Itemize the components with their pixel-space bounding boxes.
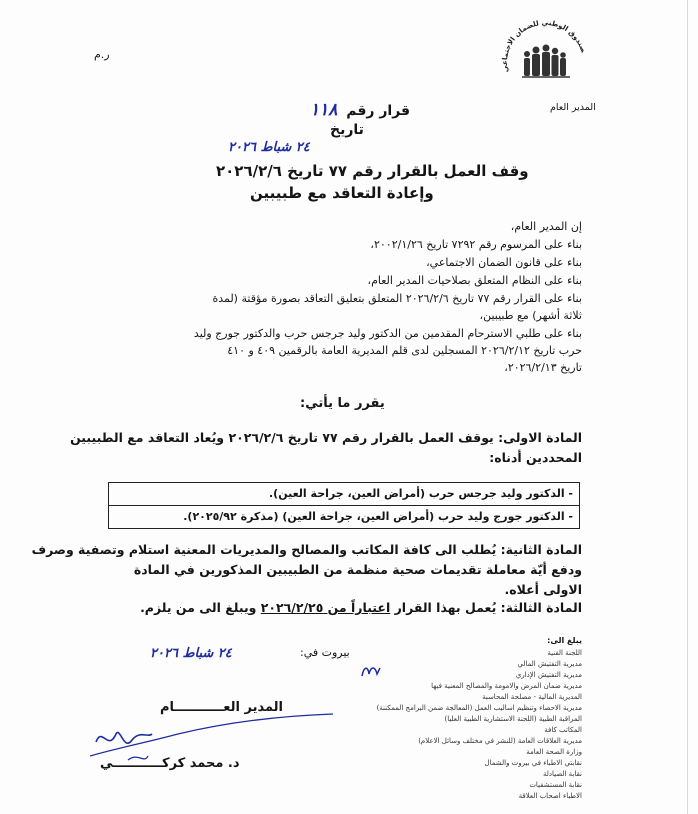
org-office: المدير العام	[550, 102, 596, 113]
preamble-line: بناء على القرار رقم ٧٧ تاريخ ٢٠٢٦/٢/٦ المتعلق بتعليق التعاقد بصورة مؤقتة (لمدة	[212, 292, 582, 305]
decision-title-line1: وقف العمل بالقرار رقم ٧٧ تاريخ ٢٠٢٦/٢/٦	[216, 162, 529, 180]
preamble-line: بناء على طلبي الاسترحام المقدمين من الدكتور وليد جرجس حرب والدكتور جورج وليد	[193, 327, 582, 340]
article-1	[70, 430, 582, 445]
distribution-item: نقابتي الاطباء في بيروت والشمال	[484, 759, 582, 767]
preamble-line: بناء على النظام المتعلق بصلاحيات المدير العام،	[367, 274, 582, 287]
decision-date-value: ٢٤ شباط ٢٠٢٦	[228, 140, 310, 155]
distribution-item: نقابة المستشفيات	[529, 781, 582, 789]
page-edge	[687, 0, 688, 814]
preamble-line: ثلاثة أشهر) مع طبيبين،	[479, 309, 582, 322]
decision-date-label: تاريخ	[330, 122, 364, 138]
signatory-name: د. محمد كركـــــــــــي	[100, 756, 240, 771]
signature-title: المدير العـــــــــــام	[160, 700, 284, 715]
distribution-item: مديرية الاحصاء وتنظيم اساليب العمل (المعالجة ضمن البرامج الممكننة)	[376, 704, 582, 712]
distribution-item: المديرية المالية - مصلحة المحاسبة	[482, 693, 582, 701]
article-2-label: المادة الثانية:	[500, 542, 582, 557]
preamble-line: تاريخ ٢٠٢٦/٢/١٣،	[504, 361, 582, 374]
decision-title-line2: وإعادة التعاقد مع طبيبين	[250, 184, 434, 202]
reference-mark: ر.م	[94, 48, 110, 61]
distribution-item: مديرية ضمان المرض والامومة والمصالح المعنية فيها	[431, 682, 582, 690]
article-1-label: المادة الاولى:	[498, 430, 582, 445]
distribution-item: وزارة الصحة العامة	[526, 748, 582, 756]
article-3	[140, 600, 582, 615]
decision-number-label: قرار رقم	[346, 103, 411, 119]
distribution-item: مديرية العلاقات العامة (للنشر في مختلف وسائل الاعلام)	[418, 737, 582, 745]
article-2	[32, 542, 582, 557]
article-2-line1: يُطلب الى كافة المكاتب والمصالح والمديريات المعنية استلام وتصفية وصرف	[31, 542, 497, 557]
distribution-item: المكاتب كافة	[544, 726, 582, 734]
organization-logo	[500, 14, 590, 94]
preamble-line: حرب تاريخ ٢٠٢٦/٢/١٢ المسجلين لدى قلم المديرية العامة بالرقمين ٤٠٩ و ٤١٠	[227, 344, 582, 357]
article-3-pre: يُعمل بهذا القرار	[394, 600, 497, 615]
preamble-line: بناء على المرسوم رقم ٧٢٩٢ تاريخ ٢٠٠٢/١/٢٦،	[370, 238, 582, 251]
doctors-table	[108, 482, 580, 529]
place-date: ٢٤ شباط ٢٠٢٦	[150, 646, 232, 661]
distribution-item: مديرية التفتيش الإداري	[515, 671, 582, 679]
article-3-post: ويبلغ الى من يلزم.	[140, 600, 257, 615]
distribution-item: المراقبة الطبية (اللجنة الاستشارية الطبية العليا)	[444, 715, 582, 723]
distribution-item: نقابة الصيادلة	[543, 770, 582, 778]
initials-mark	[360, 664, 382, 681]
article-2-line3: الاولى أعلاه.	[504, 582, 582, 597]
article-3-effective: اعتباراً من ٢٠٢٦/٢/٢٥	[260, 600, 391, 615]
preamble-line: بناء على قانون الضمان الاجتماعي،	[426, 256, 582, 269]
distribution-heading: يبلغ الى:	[547, 636, 582, 645]
decision-number-value: ١١٨	[310, 100, 338, 120]
article-2-line2: ودفع أيّة معاملة تقديمات صحية منظمة من الطبيبين المذكورين في المادة	[133, 562, 582, 577]
logo-org-name: صندوق الوطني للضمان الاجتماعي	[500, 18, 588, 73]
doctor-row: - الدكتور جورج وليد حرب (أمراض العين، جراحة العين) (مذكرة ٢٠٢٥/٩٢).	[183, 510, 573, 523]
doctor-row: - الدكتور وليد جرجس حرب (أمراض العين، جراحة العين).	[109, 483, 579, 506]
preamble-line: إن المدير العام،	[510, 220, 582, 233]
article-3-label: المادة الثالثة:	[500, 600, 582, 615]
distribution-item: مديرية التفتيش المالي	[517, 660, 582, 668]
place-label: بيروت في:	[300, 646, 350, 659]
distribution-item: اللجنة الفنية	[547, 649, 582, 657]
article-1-text-2: المحددين أدناه:	[489, 450, 582, 465]
decision-number	[310, 100, 410, 120]
distribution-item: الاطباء اصحاب العلاقة	[518, 792, 582, 800]
decides-heading: يقرر ما يأتي:	[300, 396, 385, 411]
article-1-text: يوقف العمل بالقرار رقم ٧٧ تاريخ ٢٠٢٦/٢/٦ ويُعاد التعاقد مع الطبيبين	[70, 430, 494, 445]
